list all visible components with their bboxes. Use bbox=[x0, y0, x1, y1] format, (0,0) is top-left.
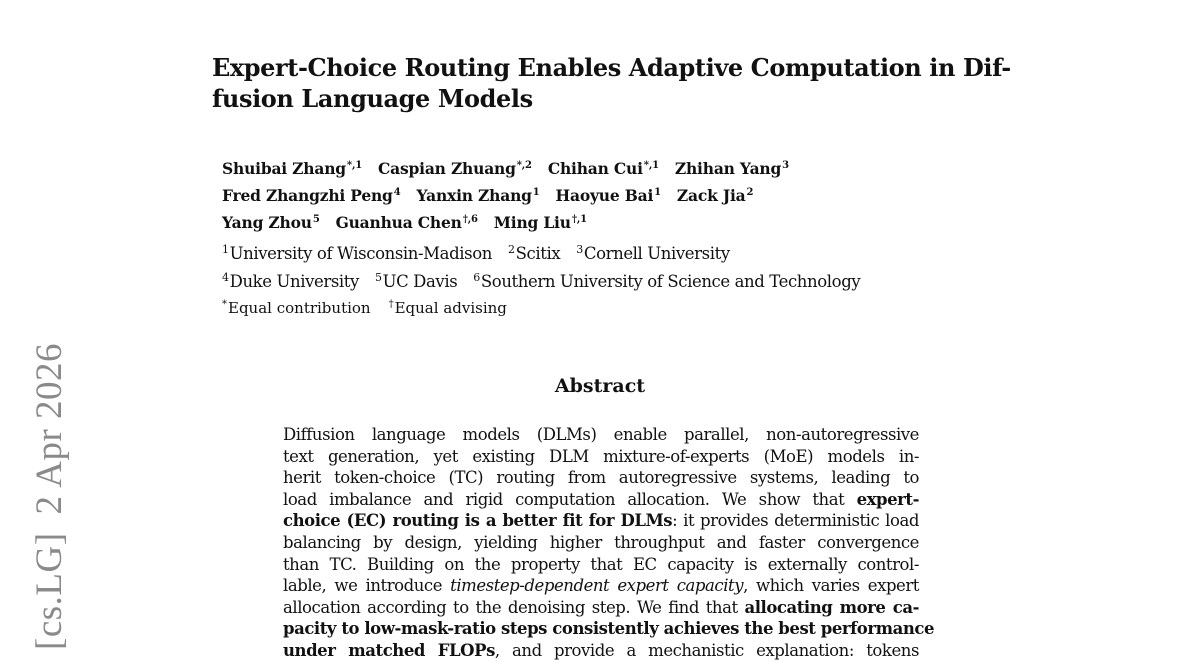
abstract-text: , which varies expert bbox=[743, 576, 919, 596]
abstract-text: : it provides deterministic load bbox=[672, 511, 919, 531]
author-line bbox=[222, 154, 805, 181]
author bbox=[675, 154, 789, 181]
abstract-text: expert- bbox=[856, 489, 919, 509]
affiliation-number: 2 bbox=[507, 243, 515, 256]
abstract-line bbox=[283, 640, 919, 662]
note-text: Equal contribution bbox=[228, 299, 371, 317]
arxiv-date: 2 Apr 2026 bbox=[29, 342, 70, 515]
author-marks: †,6 bbox=[462, 214, 478, 225]
abstract-line bbox=[283, 554, 919, 576]
author bbox=[494, 208, 587, 235]
author-name: Shuibai Zhang bbox=[222, 159, 346, 178]
author-name: Zhihan Yang bbox=[674, 159, 782, 178]
abstract-line bbox=[283, 510, 919, 532]
paper-title-line: Expert-Choice Routing Enables Adaptive Computation in Dif- bbox=[212, 53, 1011, 82]
author bbox=[548, 154, 659, 181]
abstract-line bbox=[283, 489, 919, 511]
abstract-line bbox=[283, 446, 919, 468]
affiliation-list bbox=[222, 238, 876, 294]
affiliation-name: UC Davis bbox=[382, 272, 458, 291]
abstract-text: choice (EC) routing is a better fit for DLMs bbox=[283, 511, 673, 531]
abstract-line bbox=[283, 467, 919, 489]
author-marks: †,1 bbox=[571, 214, 587, 225]
note-mark: † bbox=[388, 299, 394, 310]
abstract-text: allocation according to the denoising step. We find that bbox=[283, 597, 745, 617]
author-marks: *,1 bbox=[346, 160, 362, 171]
author bbox=[336, 208, 478, 235]
affiliation-number: 5 bbox=[374, 271, 382, 284]
arxiv-category: [cs.LG] bbox=[29, 532, 70, 650]
abstract-text: load imbalance and rigid computation allocation. We show that bbox=[283, 489, 857, 509]
author-list bbox=[222, 154, 805, 235]
author-marks: *,1 bbox=[643, 160, 659, 171]
affiliation bbox=[473, 266, 860, 294]
affiliation-name: Cornell University bbox=[583, 244, 730, 263]
author-name: Haoyue Bai bbox=[555, 186, 654, 205]
abstract-text: timestep-dependent expert capacity bbox=[450, 576, 744, 596]
affiliation bbox=[375, 266, 457, 294]
paper-title-line: fusion Language Models bbox=[212, 84, 533, 113]
author bbox=[416, 181, 539, 208]
affiliation-name: University of Wisconsin-Madison bbox=[229, 244, 492, 263]
author-marks: *,2 bbox=[516, 160, 532, 171]
affiliation bbox=[222, 266, 359, 294]
author-marks: 1 bbox=[654, 187, 661, 198]
author-name: Guanhua Chen bbox=[335, 213, 462, 232]
contribution-notes bbox=[222, 294, 525, 319]
author-marks: 3 bbox=[782, 160, 789, 171]
affiliation-line bbox=[222, 266, 876, 294]
abstract-text: Diffusion language models (DLMs) enable parallel, non-autoregressive bbox=[283, 425, 919, 444]
abstract-heading: Abstract bbox=[554, 375, 646, 397]
affiliation bbox=[222, 238, 492, 266]
affiliation-number: 6 bbox=[473, 271, 480, 284]
author-name: Yanxin Zhang bbox=[416, 186, 532, 205]
author-name: Zack Jia bbox=[676, 186, 746, 205]
author bbox=[222, 208, 320, 235]
author bbox=[677, 181, 753, 208]
affiliation-name: Southern University of Science and Technology bbox=[480, 272, 861, 291]
abstract-text: than TC. Building on the property that EC capacity is externally control- bbox=[283, 554, 919, 574]
affiliation-number: 3 bbox=[576, 243, 583, 256]
abstract-text: , and provide a mechanistic explanation: tokens bbox=[494, 640, 919, 660]
abstract-text: text generation, yet existing DLM mixture-of-experts (MoE) models in- bbox=[283, 446, 919, 466]
author-marks: 2 bbox=[746, 187, 754, 198]
author-name: Caspian Zhuang bbox=[378, 159, 516, 178]
abstract-line bbox=[283, 532, 919, 554]
abstract-line bbox=[283, 618, 935, 640]
author-line bbox=[222, 181, 805, 208]
contribution-note bbox=[222, 294, 371, 319]
contribution-note bbox=[389, 294, 507, 319]
author-name: Ming Liu bbox=[493, 213, 571, 232]
affiliation bbox=[576, 238, 730, 266]
author-line bbox=[222, 208, 805, 235]
author bbox=[378, 154, 532, 181]
author bbox=[222, 181, 400, 208]
abstract-line bbox=[283, 575, 919, 597]
abstract-text: under matched FLOPs bbox=[283, 640, 495, 660]
affiliation-name: Scitix bbox=[515, 244, 561, 263]
note-text: Equal advising bbox=[394, 299, 507, 317]
author bbox=[222, 154, 362, 181]
abstract-line bbox=[283, 597, 919, 619]
abstract-text: pacity to low-mask-ratio steps consistently achieves the best performance bbox=[283, 619, 935, 639]
author bbox=[556, 181, 661, 208]
abstract-text: allocating more ca- bbox=[744, 597, 919, 617]
affiliation-line bbox=[222, 238, 876, 266]
paper-title bbox=[212, 52, 1012, 114]
abstract-text: herit token-choice (TC) routing from autoregressive systems, leading to bbox=[283, 468, 919, 488]
affiliation-name: Duke University bbox=[229, 272, 359, 291]
author-name: Chihan Cui bbox=[547, 159, 643, 178]
author-marks: 1 bbox=[532, 187, 540, 198]
author-marks: 4 bbox=[393, 187, 401, 198]
abstract-text: lable, we introduce bbox=[283, 576, 451, 596]
author-name: Fred Zhangzhi Peng bbox=[222, 186, 393, 205]
affiliation-number: 4 bbox=[222, 271, 229, 284]
abstract-line bbox=[283, 424, 919, 446]
author-name: Yang Zhou bbox=[222, 213, 312, 232]
affiliation bbox=[508, 238, 560, 266]
author-marks: 5 bbox=[312, 214, 320, 225]
affiliation-number: 1 bbox=[222, 243, 229, 256]
note-mark: * bbox=[222, 299, 227, 310]
abstract-body bbox=[283, 424, 935, 662]
abstract-text: balancing by design, yielding higher throughput and faster convergence bbox=[283, 532, 919, 552]
